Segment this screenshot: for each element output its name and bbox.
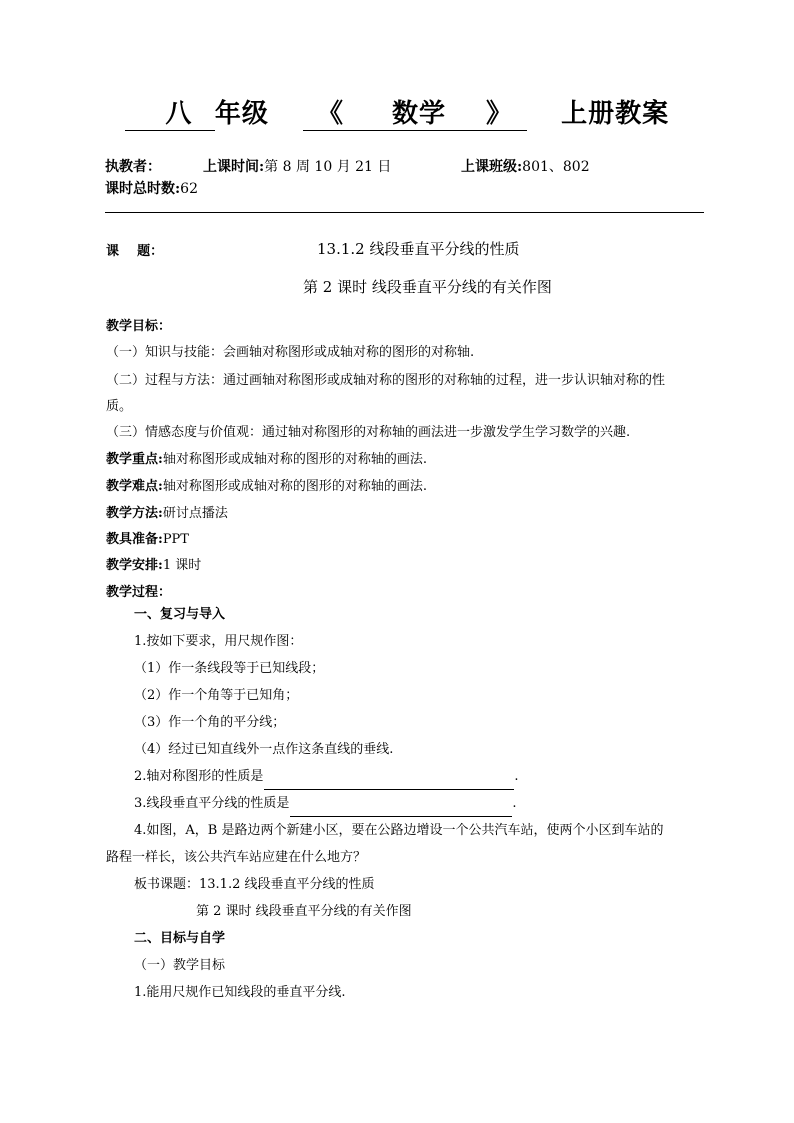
teaching-arrangement: 教学安排:1 课时 [106,558,202,573]
teaching-method: 教学方法:研讨点播法 [106,506,228,521]
question-1: 1.按如下要求，用尺规作图： [134,634,303,649]
topic-label: 课 题： [106,244,164,259]
topic-title: 13.1.2 线段垂直平分线的性质 [317,240,520,258]
teaching-tools: 教具准备:PPT [106,532,189,547]
answer-blank [290,802,512,817]
section-goals: 二、目标与自学 [134,931,226,946]
objective-1: 1.能用尺规作已知线段的垂直平分线. [134,985,346,1000]
goal-2-cont: 质。 [106,399,133,414]
class-time: 上课时间:第 8 周 10 月 21 日 [203,159,392,175]
topic-subtitle: 第 2 课时 线段垂直平分线的有关作图 [303,278,552,296]
question-4: 4.如图，A，B 是路边两个新建小区，要在公路边增设一个公共汽车站，使两个小区到车站的 [134,823,664,838]
grade-suffix: 年级 [214,99,269,129]
goal-1: （一）知识与技能：会画轴对称图形或成轴对称的图形的对称轴. [106,345,475,360]
goal-3: （三）情感态度与价值观：通过轴对称图形的对称轴的画法进一步激发学生学习数学的兴趣. [106,425,631,440]
teacher-label: 执教者： [105,159,161,175]
question-1-3: （3）作一个角的平分线； [134,715,286,730]
question-1-1: （1）作一条线段等于已知线段； [134,661,325,676]
total-periods: 课时总时数:62 [105,181,198,197]
goals-heading: 教学目标： [106,319,172,334]
question-1-2: （2）作一个角等于已知角； [134,688,299,703]
volume-label: 上册教案 [561,99,670,129]
page-title [0,93,794,131]
question-2: 2.轴对称图形的性质是 . [134,764,519,790]
board-title-2: 第 2 课时 线段垂直平分线的有关作图 [196,904,412,919]
subject-blank: 《 数学 》 [303,93,527,131]
header-divider [105,212,704,213]
subsection-goals: （一）教学目标 [134,958,226,973]
grade-blank: 八 [125,93,215,131]
subject: 数学 [391,99,446,129]
question-4-cont: 路程一样长，该公共汽车站应建在什么地方？ [106,850,367,865]
goal-2: （二）过程与方法：通过画轴对称图形或成轴对称的图形的对称轴的过程，进一步认识轴对称的性 [106,373,666,388]
key-points: 教学重点:轴对称图形或成轴对称的图形的对称轴的画法. [106,452,427,467]
answer-blank [264,775,514,790]
question-3: 3.线段垂直平分线的性质是 . [134,791,517,817]
difficulties: 教学难点:轴对称图形或成轴对称的图形的对称轴的画法. [106,479,427,494]
question-1-4: （4）经过已知直线外一点作这条直线的垂线. [134,742,394,757]
class-group: 上课班级:801、802 [461,159,590,175]
section-review: 一、复习与导入 [134,607,226,622]
board-title-1: 板书课题：13.1.2 线段垂直平分线的性质 [134,877,375,892]
process-heading: 教学过程： [106,585,172,600]
